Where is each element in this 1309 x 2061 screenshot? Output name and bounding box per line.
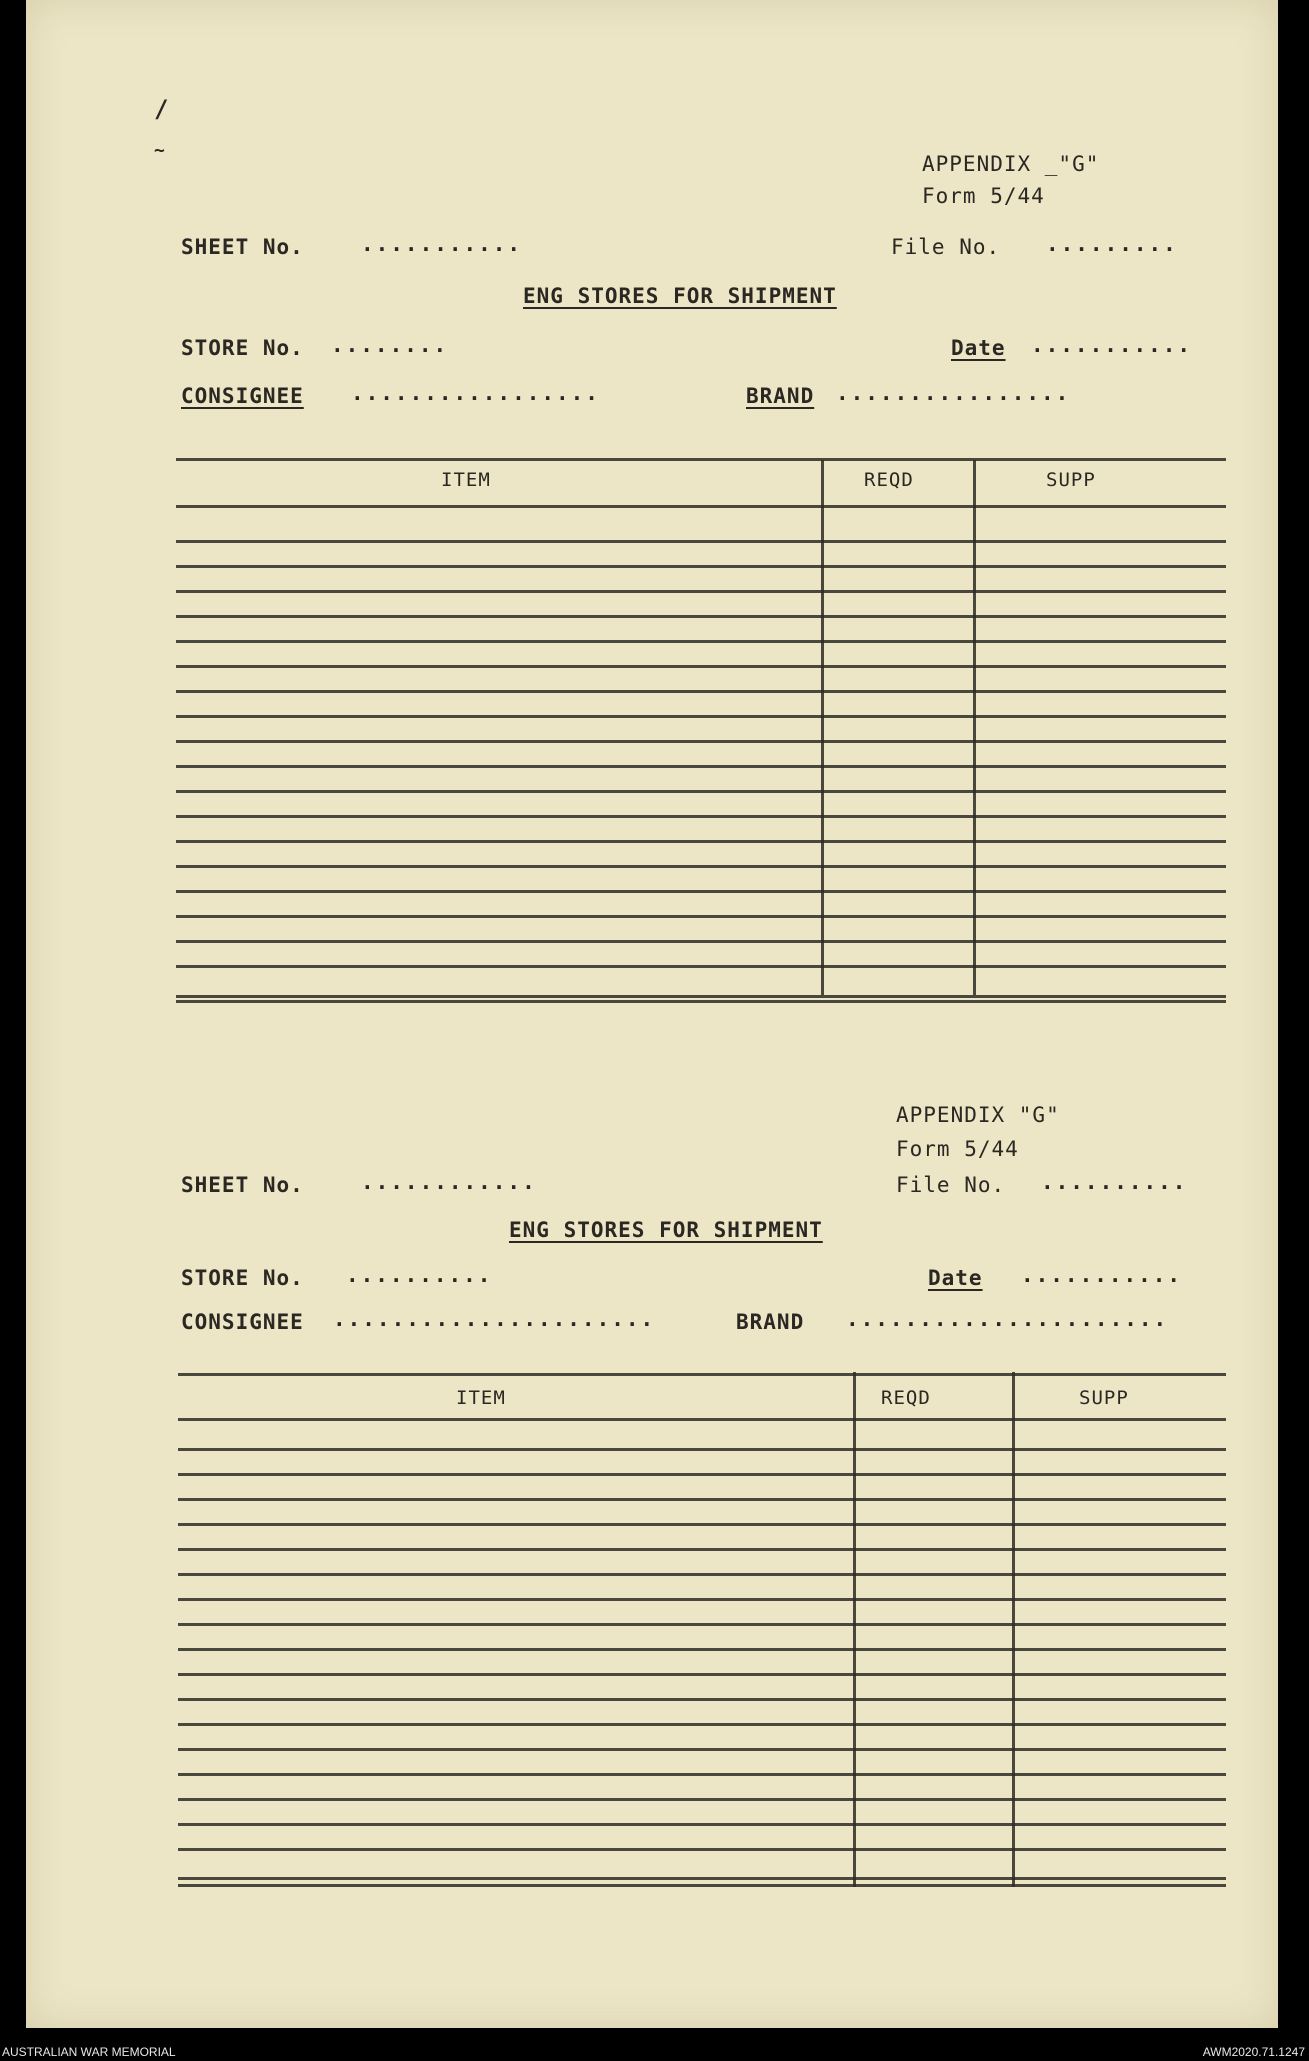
table-rule-line <box>178 1848 1226 1851</box>
appendix-heading: APPENDIX _"G" <box>922 152 1100 176</box>
table-rule-line <box>176 565 1226 568</box>
pen-mark: / <box>154 95 169 123</box>
table-rule-line <box>176 840 1226 843</box>
table-rule-line <box>176 640 1226 643</box>
table-rule-line <box>176 940 1226 943</box>
consignee-field: ...................... <box>333 1307 656 1331</box>
date-label: Date <box>951 336 1006 360</box>
file-no-field: .......... <box>1041 1170 1188 1194</box>
table-rule-line <box>178 1773 1226 1776</box>
table-rule-line <box>176 815 1226 818</box>
table-rule-line <box>178 1748 1226 1751</box>
sheet-no-label: SHEET No. <box>181 1173 304 1197</box>
brand-field: ................ <box>836 381 1071 405</box>
consignee-label: CONSIGNEE <box>181 1310 304 1334</box>
table-rule-line <box>176 890 1226 893</box>
file-no-label: File No. <box>891 235 1001 259</box>
brand-field: ...................... <box>846 1307 1169 1331</box>
table-rule-line <box>176 615 1226 618</box>
table-rule-line <box>178 1573 1226 1576</box>
archive-footer <box>0 2028 1309 2061</box>
table-rule-line <box>178 1698 1226 1701</box>
table-rule-line <box>176 915 1226 918</box>
store-no-label: STORE No. <box>181 1266 304 1290</box>
table-rule-line <box>176 458 1226 461</box>
store-no-field: ........ <box>331 333 449 357</box>
table-rule-line <box>178 1648 1226 1651</box>
form-number: Form 5/44 <box>922 184 1045 208</box>
table-rule-line <box>176 965 1226 968</box>
file-no-field: ......... <box>1046 232 1178 256</box>
sheet-no-field: ............ <box>361 1170 537 1194</box>
table-rule-line <box>178 1723 1226 1726</box>
table-rule-line <box>176 665 1226 668</box>
table-rule-line <box>176 690 1226 693</box>
footer-source: AUSTRALIAN WAR MEMORIAL <box>2 2045 176 2059</box>
footer-reference: AWM2020.71.1247 <box>1202 2045 1305 2059</box>
column-header-supp: SUPP <box>1079 1387 1129 1409</box>
table-rule-line <box>178 1673 1226 1676</box>
table-rule-line <box>178 1623 1226 1626</box>
table-rule-line <box>176 790 1226 793</box>
table-rule-line <box>176 995 1226 998</box>
form-number: Form 5/44 <box>896 1137 1019 1161</box>
brand-label: BRAND <box>736 1310 805 1334</box>
store-no-label: STORE No. <box>181 336 304 360</box>
table-rule-line <box>178 1877 1226 1880</box>
appendix-heading: APPENDIX "G" <box>896 1103 1060 1127</box>
table-rule-line <box>176 715 1226 718</box>
table-rule-line <box>176 540 1226 543</box>
brand-label: BRAND <box>746 384 815 408</box>
consignee-label: CONSIGNEE <box>181 384 304 408</box>
table-rule-line <box>178 1373 1226 1376</box>
table-rule-line <box>178 1448 1226 1451</box>
table-rule-line <box>178 1598 1226 1601</box>
table-rule-line <box>176 865 1226 868</box>
sheet-no-field: ........... <box>361 232 523 256</box>
table-rule-line <box>178 1823 1226 1826</box>
form-title: ENG STORES FOR SHIPMENT <box>509 1218 823 1242</box>
store-no-field: .......... <box>346 1263 493 1287</box>
form-title: ENG STORES FOR SHIPMENT <box>523 284 837 308</box>
column-header-reqd: REQD <box>864 469 914 491</box>
table-rule-line <box>178 1798 1226 1801</box>
column-header-item: ITEM <box>456 1387 506 1409</box>
file-no-label: File No. <box>896 1173 1006 1197</box>
column-header-item: ITEM <box>441 469 491 491</box>
column-header-supp: SUPP <box>1046 469 1096 491</box>
table-rule-line <box>176 590 1226 593</box>
sheet-no-label: SHEET No. <box>181 235 304 259</box>
table-rule-line <box>178 1473 1226 1476</box>
table-rule-line <box>178 1884 1226 1887</box>
table-rule-line <box>176 1000 1226 1003</box>
document-page <box>26 0 1278 2028</box>
column-header-reqd: REQD <box>881 1387 931 1409</box>
consignee-field: ................. <box>351 381 600 405</box>
table-rule-line <box>178 1418 1226 1421</box>
table-rule-line <box>176 740 1226 743</box>
table-rule-line <box>178 1548 1226 1551</box>
table-rule-line <box>176 505 1226 508</box>
table-rule-line <box>178 1523 1226 1526</box>
table-rule-line <box>178 1498 1226 1501</box>
date-label: Date <box>928 1266 983 1290</box>
table-rule-line <box>176 765 1226 768</box>
pen-mark: ~ <box>154 140 165 161</box>
date-field: ........... <box>1031 333 1193 357</box>
date-field: ........... <box>1021 1263 1183 1287</box>
